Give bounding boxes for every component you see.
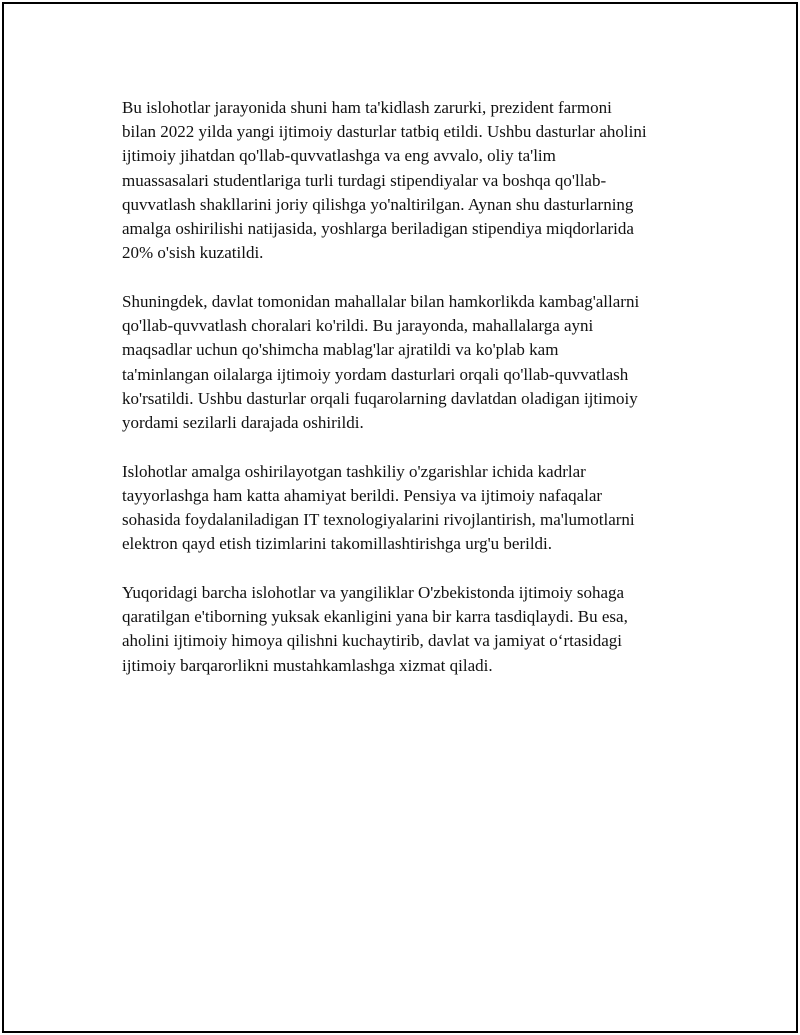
text-line: amalga oshirilishi natijasida, yoshlarga beriladigan stipendiya miqdorlarida (122, 219, 634, 239)
text-line: bilan 2022 yilda yangi ijtimoiy dasturlar tatbiq etildi. Ushbu dasturlar aholini (122, 122, 647, 142)
text-line: ijtimoiy jihatdan qo'llab-quvvatlashga va eng avvalo, oliy ta'lim (122, 146, 556, 166)
document-body (122, 96, 682, 702)
text-line: sohasida foydalaniladigan IT texnologiyalarini rivojlantirish, ma'lumotlarni (122, 510, 635, 530)
text-line: ta'minlangan oilalarga ijtimoiy yordam dasturlari orqali qo'llab-quvvatlash (122, 364, 629, 384)
text-line: qo'llab-quvvatlash choralari ko'rildi. Bu jarayonda, mahallalarga ayni (122, 316, 594, 336)
text-line: Yuqoridagi barcha islohotlar va yangiliklar O'zbekistonda ijtimoiy sohaga (122, 582, 625, 602)
text-line: maqsadlar uchun qo'shimcha mablag'lar ajratildi va ko'plab kam (122, 340, 559, 360)
text-line: Shuningdek, davlat tomonidan mahallalar bilan hamkorlikda kambag'allarni (122, 291, 640, 311)
text-line: Islohotlar amalga oshirilayotgan tashkiliy o'zgarishlar ichida kadrlar (122, 461, 586, 481)
text-line: Bu islohotlar jarayonida shuni ham ta'kidlash zarurki, prezident farmoni (122, 98, 612, 117)
paragraph-3 (122, 460, 682, 557)
text-line: 20% o'sish kuzatildi. (122, 243, 264, 263)
text-line: ijtimoiy barqarorlikni mustahkamlashga xizmat qiladi. (122, 655, 493, 675)
paragraph-2 (122, 290, 682, 435)
text-line: yordami sezilarli darajada oshirildi. (122, 412, 364, 432)
text-line: ko'rsatildi. Ushbu dasturlar orqali fuqarolarning davlatdan oladigan ijtimoiy (122, 388, 638, 408)
paragraph-4 (122, 581, 682, 678)
text-line: aholini ijtimoiy himoya qilishni kuchaytirib, davlat va jamiyat o‘rtasidagi (122, 631, 622, 651)
text-line: muassasalari studentlariga turli turdagi stipendiyalar va boshqa qo'llab- (122, 170, 607, 190)
text-line: quvvatlash shakllarini joriy qilishga yo'naltirilgan. Aynan shu dasturlarning (122, 194, 634, 214)
text-line: elektron qayd etish tizimlarini takomillashtirishga urg'u berildi. (122, 534, 553, 554)
text-line: tayyorlashga ham katta ahamiyat berildi. Pensiya va ijtimoiy nafaqalar (122, 485, 603, 505)
page-frame (2, 2, 798, 1033)
paragraph-1 (122, 96, 682, 265)
text-line: qaratilgan e'tiborning yuksak ekanligini yana bir karra tasdiqlaydi. Bu esa, (122, 607, 628, 627)
